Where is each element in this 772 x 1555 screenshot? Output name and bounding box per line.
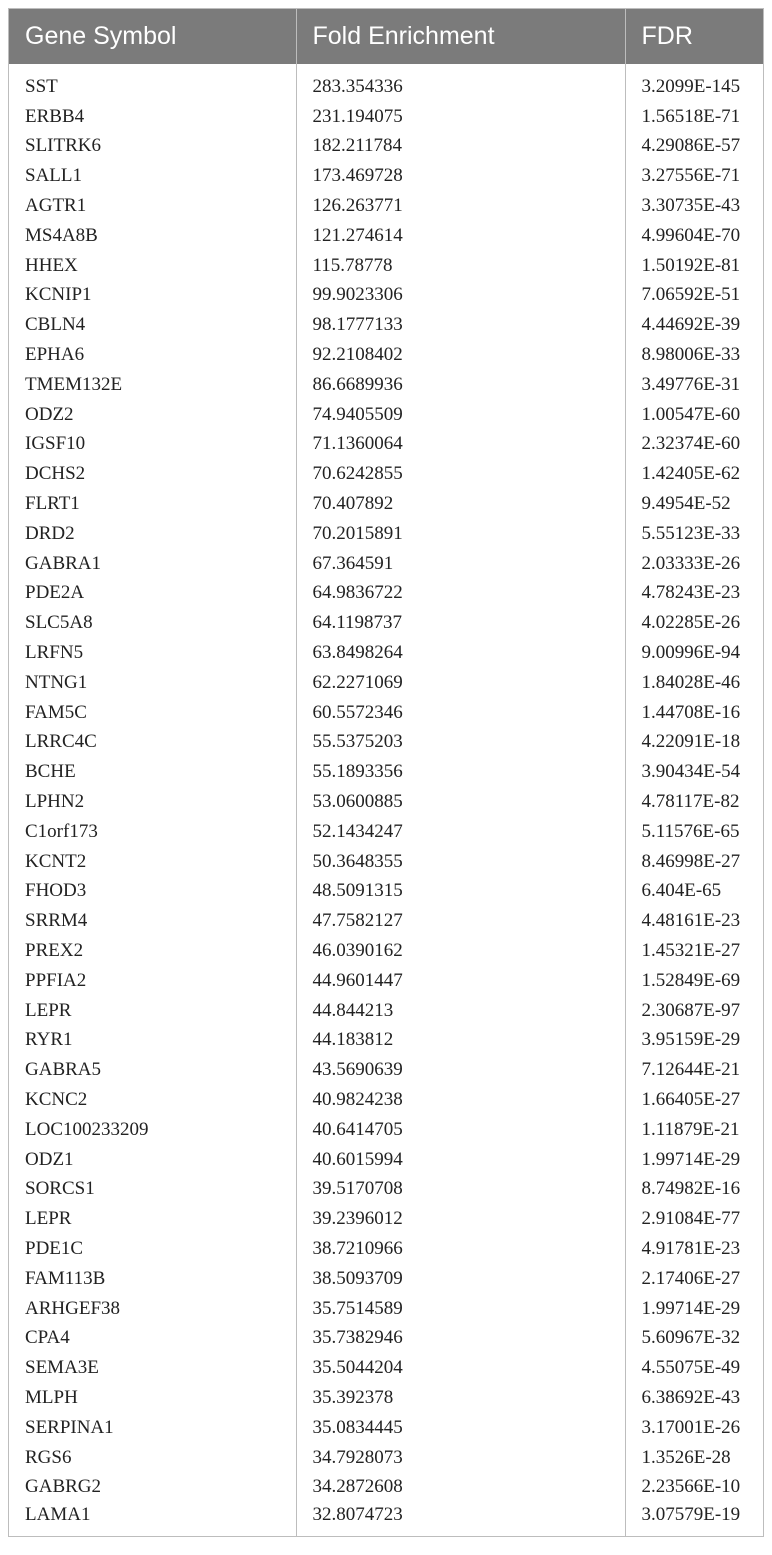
cell-fdr: 8.98006E-33 xyxy=(641,344,741,366)
cell-fdr: 2.03333E-26 xyxy=(641,552,741,574)
table-row xyxy=(9,1055,763,1085)
cell-fdr: 6.404E-65 xyxy=(641,880,722,902)
cell-gene-symbol: KCNIP1 xyxy=(9,281,296,311)
cell-fdr: 1.3526E-28 xyxy=(641,1446,731,1468)
cell-gene-symbol: DRD2 xyxy=(9,519,296,549)
cell-fdr: 1.56518E-71 xyxy=(641,105,741,127)
table-row xyxy=(9,906,763,936)
cell-fdr: 1.99714E-29 xyxy=(641,1148,741,1170)
cell-fold-enrichment: 98.1777133 xyxy=(296,310,625,340)
table-row xyxy=(9,191,763,221)
cell-fold-enrichment: 74.9405509 xyxy=(296,400,625,430)
cell-fdr: 3.17001E-26 xyxy=(641,1416,741,1438)
cell-gene-symbol: C1orf173 xyxy=(9,817,296,847)
cell-fdr: 8.74982E-16 xyxy=(641,1178,741,1200)
cell-fdr: 4.55075E-49 xyxy=(641,1357,741,1379)
gene-enrichment-table xyxy=(9,9,763,1536)
cell-gene-symbol: NTNG1 xyxy=(9,668,296,698)
table-row xyxy=(9,72,763,102)
cell-fold-enrichment: 99.9023306 xyxy=(296,281,625,311)
cell-fdr: 2.91084E-77 xyxy=(641,1208,741,1230)
table-row xyxy=(9,1413,763,1443)
cell-fdr: 1.11879E-21 xyxy=(641,1118,740,1140)
cell-fold-enrichment: 86.6689936 xyxy=(296,370,625,400)
cell-fold-enrichment: 50.3648355 xyxy=(296,847,625,877)
cell-fold-enrichment: 44.844213 xyxy=(296,996,625,1026)
cell-fold-enrichment: 35.7382946 xyxy=(296,1323,625,1353)
table-row xyxy=(9,549,763,579)
cell-fold-enrichment: 52.1434247 xyxy=(296,817,625,847)
table-row xyxy=(9,519,763,549)
cell-gene-symbol: FAM113B xyxy=(9,1264,296,1294)
cell-fold-enrichment: 53.0600885 xyxy=(296,787,625,817)
cell-fold-enrichment: 34.2872608 xyxy=(296,1472,625,1502)
cell-fdr: 4.44692E-39 xyxy=(641,314,741,336)
table-row xyxy=(9,817,763,847)
cell-gene-symbol: RGS6 xyxy=(9,1443,296,1473)
cell-fdr: 4.22091E-18 xyxy=(641,731,741,753)
table-row xyxy=(9,1502,763,1536)
cell-gene-symbol: FLRT1 xyxy=(9,489,296,519)
cell-gene-symbol: GABRA1 xyxy=(9,549,296,579)
cell-fdr: 4.78243E-23 xyxy=(641,582,741,604)
cell-fold-enrichment: 44.9601447 xyxy=(296,966,625,996)
cell-fold-enrichment: 283.354336 xyxy=(296,72,625,102)
header-gene-symbol: Gene Symbol xyxy=(9,9,296,64)
table-row xyxy=(9,161,763,191)
cell-gene-symbol: BCHE xyxy=(9,757,296,787)
cell-fold-enrichment: 60.5572346 xyxy=(296,698,625,728)
cell-fdr: 7.12644E-21 xyxy=(641,1059,741,1081)
table-row xyxy=(9,1204,763,1234)
cell-fold-enrichment: 231.194075 xyxy=(296,102,625,132)
header-fdr: FDR xyxy=(625,9,763,64)
table-row xyxy=(9,638,763,668)
cell-gene-symbol: IGSF10 xyxy=(9,430,296,460)
cell-fdr: 7.06592E-51 xyxy=(641,284,741,306)
cell-fdr: 2.17406E-27 xyxy=(641,1267,741,1289)
table-row xyxy=(9,430,763,460)
table-row xyxy=(9,847,763,877)
cell-gene-symbol: SALL1 xyxy=(9,161,296,191)
cell-gene-symbol: GABRG2 xyxy=(9,1472,296,1502)
cell-fdr: 6.38692E-43 xyxy=(641,1386,741,1408)
cell-fdr: 1.44708E-16 xyxy=(641,701,741,723)
cell-fdr: 2.32374E-60 xyxy=(641,433,741,455)
cell-gene-symbol: AGTR1 xyxy=(9,191,296,221)
cell-fold-enrichment: 44.183812 xyxy=(296,1026,625,1056)
cell-gene-symbol: FHOD3 xyxy=(9,877,296,907)
cell-gene-symbol: MS4A8B xyxy=(9,221,296,251)
cell-gene-symbol: KCNT2 xyxy=(9,847,296,877)
cell-fdr: 8.46998E-27 xyxy=(641,850,741,872)
table-row xyxy=(9,1383,763,1413)
cell-fdr: 1.66405E-27 xyxy=(641,1088,741,1110)
cell-fold-enrichment: 126.263771 xyxy=(296,191,625,221)
table-row xyxy=(9,579,763,609)
table-row xyxy=(9,936,763,966)
cell-fold-enrichment: 39.5170708 xyxy=(296,1174,625,1204)
table-row xyxy=(9,668,763,698)
table-row xyxy=(9,132,763,162)
cell-gene-symbol: SERPINA1 xyxy=(9,1413,296,1443)
cell-fold-enrichment: 182.211784 xyxy=(296,132,625,162)
cell-gene-symbol: SLITRK6 xyxy=(9,132,296,162)
table-row xyxy=(9,757,763,787)
cell-gene-symbol: SORCS1 xyxy=(9,1174,296,1204)
cell-gene-symbol: SRRM4 xyxy=(9,906,296,936)
cell-fdr: 4.48161E-23 xyxy=(641,910,741,932)
cell-gene-symbol: PDE1C xyxy=(9,1234,296,1264)
cell-fold-enrichment: 115.78778 xyxy=(296,251,625,281)
cell-gene-symbol: CPA4 xyxy=(9,1323,296,1353)
cell-fold-enrichment: 40.9824238 xyxy=(296,1085,625,1115)
cell-gene-symbol: HHEX xyxy=(9,251,296,281)
header-fold-enrichment: Fold Enrichment xyxy=(296,9,625,64)
cell-gene-symbol: EPHA6 xyxy=(9,340,296,370)
cell-gene-symbol: LRFN5 xyxy=(9,638,296,668)
cell-gene-symbol: ARHGEF38 xyxy=(9,1294,296,1324)
cell-gene-symbol: KCNC2 xyxy=(9,1085,296,1115)
cell-gene-symbol: GABRA5 xyxy=(9,1055,296,1085)
cell-fold-enrichment: 55.1893356 xyxy=(296,757,625,787)
body-top-spacer xyxy=(9,64,763,72)
table-row xyxy=(9,221,763,251)
cell-fold-enrichment: 92.2108402 xyxy=(296,340,625,370)
table-row xyxy=(9,489,763,519)
cell-gene-symbol: ERBB4 xyxy=(9,102,296,132)
cell-fdr: 3.07579E-19 xyxy=(641,1504,741,1526)
cell-gene-symbol: ODZ2 xyxy=(9,400,296,430)
cell-fold-enrichment: 39.2396012 xyxy=(296,1204,625,1234)
table-row xyxy=(9,1443,763,1473)
table-row xyxy=(9,966,763,996)
cell-fdr: 9.4954E-52 xyxy=(641,493,731,515)
cell-gene-symbol: MLPH xyxy=(9,1383,296,1413)
cell-gene-symbol: LOC100233209 xyxy=(9,1115,296,1145)
cell-fold-enrichment: 71.1360064 xyxy=(296,430,625,460)
table-header xyxy=(9,9,763,64)
cell-fdr: 1.45321E-27 xyxy=(641,940,741,961)
cell-fold-enrichment: 43.5690639 xyxy=(296,1055,625,1085)
table-row xyxy=(9,340,763,370)
cell-fold-enrichment: 38.5093709 xyxy=(296,1264,625,1294)
cell-fdr: 3.49776E-31 xyxy=(641,373,741,395)
table-row xyxy=(9,698,763,728)
table-row xyxy=(9,1145,763,1175)
cell-fdr: 4.78117E-82 xyxy=(641,791,740,813)
cell-fold-enrichment: 64.9836722 xyxy=(296,579,625,609)
cell-fold-enrichment: 121.274614 xyxy=(296,221,625,251)
cell-fdr: 4.29086E-57 xyxy=(641,135,741,157)
cell-gene-symbol: LAMA1 xyxy=(9,1502,296,1536)
table-row xyxy=(9,1085,763,1115)
table-row xyxy=(9,1115,763,1145)
cell-fold-enrichment: 35.7514589 xyxy=(296,1294,625,1324)
table-row xyxy=(9,608,763,638)
cell-gene-symbol: TMEM132E xyxy=(9,370,296,400)
cell-gene-symbol: LRRC4C xyxy=(9,728,296,758)
table-row xyxy=(9,1353,763,1383)
cell-fold-enrichment: 40.6015994 xyxy=(296,1145,625,1175)
gene-enrichment-table-container xyxy=(8,8,764,1537)
cell-fold-enrichment: 35.5044204 xyxy=(296,1353,625,1383)
cell-fdr: 4.91781E-23 xyxy=(641,1237,741,1259)
table-row xyxy=(9,251,763,281)
cell-fdr: 3.90434E-54 xyxy=(641,761,741,783)
cell-gene-symbol: CBLN4 xyxy=(9,310,296,340)
table-body xyxy=(9,64,763,1536)
cell-fdr: 5.55123E-33 xyxy=(641,522,741,544)
cell-gene-symbol: LPHN2 xyxy=(9,787,296,817)
cell-fold-enrichment: 63.8498264 xyxy=(296,638,625,668)
cell-fdr: 1.00547E-60 xyxy=(641,403,741,425)
table-row xyxy=(9,787,763,817)
table-row xyxy=(9,281,763,311)
cell-gene-symbol: SST xyxy=(9,72,296,102)
cell-fold-enrichment: 173.469728 xyxy=(296,161,625,191)
cell-gene-symbol: SEMA3E xyxy=(9,1353,296,1383)
cell-gene-symbol: PDE2A xyxy=(9,579,296,609)
cell-fold-enrichment: 64.1198737 xyxy=(296,608,625,638)
cell-gene-symbol: DCHS2 xyxy=(9,459,296,489)
cell-fdr: 4.99604E-70 xyxy=(641,224,741,246)
cell-gene-symbol: SLC5A8 xyxy=(9,608,296,638)
cell-fold-enrichment: 38.7210966 xyxy=(296,1234,625,1264)
cell-fold-enrichment: 35.392378 xyxy=(296,1383,625,1413)
cell-fdr: 1.42405E-62 xyxy=(641,463,741,485)
cell-fdr: 1.99714E-29 xyxy=(641,1297,741,1319)
cell-gene-symbol: PPFIA2 xyxy=(9,966,296,996)
cell-fold-enrichment: 46.0390162 xyxy=(296,936,625,966)
table-row xyxy=(9,459,763,489)
cell-fdr: 3.95159E-29 xyxy=(641,1029,741,1051)
cell-fdr: 3.27556E-71 xyxy=(641,165,741,187)
cell-fold-enrichment: 62.2271069 xyxy=(296,668,625,698)
table-row xyxy=(9,1234,763,1264)
table-row xyxy=(9,1472,763,1502)
cell-fdr: 1.84028E-46 xyxy=(641,671,741,693)
header-row xyxy=(9,9,763,64)
cell-fdr: 4.02285E-26 xyxy=(641,612,741,634)
table-row xyxy=(9,400,763,430)
cell-gene-symbol: ODZ1 xyxy=(9,1145,296,1175)
cell-fdr: 9.00996E-94 xyxy=(641,642,741,664)
cell-gene-symbol: LEPR xyxy=(9,1204,296,1234)
cell-fold-enrichment: 70.407892 xyxy=(296,489,625,519)
table-row xyxy=(9,310,763,340)
table-row xyxy=(9,1174,763,1204)
cell-fdr: 2.30687E-97 xyxy=(641,999,741,1021)
table-row xyxy=(9,102,763,132)
cell-fold-enrichment: 35.0834445 xyxy=(296,1413,625,1443)
cell-fdr: 1.52849E-69 xyxy=(641,969,741,991)
cell-fdr: 3.30735E-43 xyxy=(641,195,741,217)
cell-gene-symbol: LEPR xyxy=(9,996,296,1026)
table-row xyxy=(9,996,763,1026)
cell-fold-enrichment: 55.5375203 xyxy=(296,728,625,758)
cell-fdr: 5.11576E-65 xyxy=(641,820,740,842)
cell-fdr: 3.2099E-145 xyxy=(641,75,741,97)
cell-fdr: 2.23566E-10 xyxy=(641,1476,741,1498)
cell-gene-symbol: FAM5C xyxy=(9,698,296,728)
table-row xyxy=(9,877,763,907)
table-row xyxy=(9,1264,763,1294)
cell-fold-enrichment: 32.8074723 xyxy=(296,1502,625,1536)
cell-fold-enrichment: 70.6242855 xyxy=(296,459,625,489)
cell-fold-enrichment: 47.7582127 xyxy=(296,906,625,936)
table-row xyxy=(9,370,763,400)
cell-fdr: 1.50192E-81 xyxy=(641,254,741,276)
cell-fold-enrichment: 34.7928073 xyxy=(296,1443,625,1473)
table-row xyxy=(9,1294,763,1324)
table-row xyxy=(9,1323,763,1353)
cell-gene-symbol: PREX2 xyxy=(9,936,296,966)
table-row xyxy=(9,728,763,758)
table-row xyxy=(9,1026,763,1056)
cell-fold-enrichment: 67.364591 xyxy=(296,549,625,579)
cell-fold-enrichment: 70.2015891 xyxy=(296,519,625,549)
cell-gene-symbol: RYR1 xyxy=(9,1026,296,1056)
cell-fdr: 5.60967E-32 xyxy=(641,1327,741,1349)
cell-fold-enrichment: 48.5091315 xyxy=(296,877,625,907)
cell-fold-enrichment: 40.6414705 xyxy=(296,1115,625,1145)
